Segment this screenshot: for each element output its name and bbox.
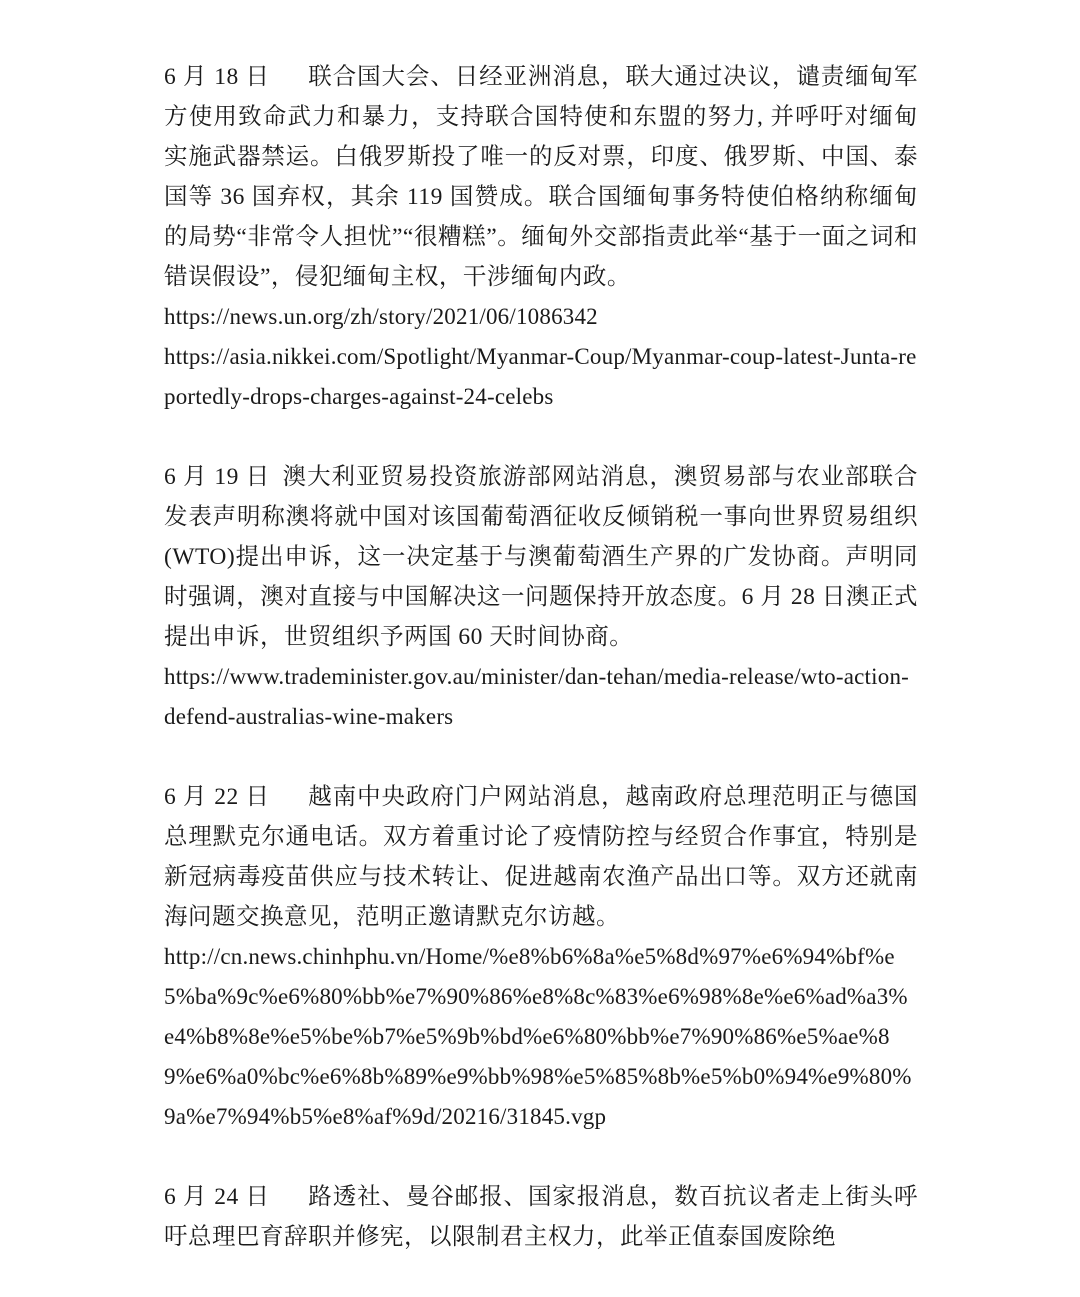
source-link[interactable]: https://www.trademinister.gov.au/minister/dan-tehan/media-release/wto-action-defend-australias-wine-makers: [164, 664, 909, 729]
news-entry-june-22: [164, 777, 918, 1137]
entry-date: 6 月 18 日: [164, 64, 270, 90]
entry-paragraph: [164, 57, 918, 297]
entry-text: 联合国大会、日经亚洲消息，联大通过决议，谴责缅甸军方使用致命武力和暴力，支持联合国特使和东盟的努力, 并呼吁对缅甸实施武器禁运。白俄罗斯投了唯一的反对票，印度、俄罗斯、中国、泰国等 36 国弃权，其余 119 国赞成。联合国缅甸事务特使伯格纳称缅甸的局势“非常令人担忧”“很糟糕”。缅甸外交部指责此举“基于一面之词和错误假设”，侵犯缅甸主权，干涉缅甸内政。: [164, 64, 919, 290]
source-link[interactable]: http://cn.news.chinhphu.vn/Home/%e8%b6%8a%e5%8d%97%e6%94%bf%e5%ba%9c%e6%80%bb%e7%90%86%e8%8c%83%e6%98%8e%e6%ad%a3%e4%b8%8e%e5%be%b7%e5%9b%bd%e6%80%bb%e7%90%86%e5%ae%89%e6%a0%bc%e6%8b%89%e9%bb%98%e5%85%8b%e5%b0%94%e9%80%9a%e7%94%b5%e8%af%9d/20216/31845.vgp: [164, 944, 912, 1129]
news-entry-june-19: [164, 457, 918, 737]
entry-date: 6 月 19 日: [164, 464, 271, 490]
entry-paragraph: [164, 457, 918, 657]
news-entry-june-18: [164, 57, 918, 417]
source-link[interactable]: https://asia.nikkei.com/Spotlight/Myanmar-Coup/Myanmar-coup-latest-Junta-reportedly-drops-charges-against-24-celebs: [164, 344, 917, 409]
entry-text: 澳大利亚贸易投资旅游部网站消息，澳贸易部与农业部联合发表声明称澳将就中国对该国葡萄酒征收反倾销税一事向世界贸易组织(WTO)提出申诉，这一决定基于与澳葡萄酒生产界的广发协商。声明同时强调，澳对直接与中国解决这一问题保持开放态度。6 月 28 日澳正式提出申诉，世贸组织予两国 60 天时间协商。: [164, 464, 919, 650]
entry-paragraph: [164, 1177, 918, 1257]
entry-text: 越南中央政府门户网站消息，越南政府总理范明正与德国总理默克尔通电话。双方着重讨论了疫情防控与经贸合作事宜，特别是新冠病毒疫苗供应与技术转让、促进越南农渔产品出口等。双方还就南海问题交换意见，范明正邀请默克尔访越。: [164, 784, 919, 930]
entry-text: 路透社、曼谷邮报、国家报消息，数百抗议者走上街头呼吁总理巴育辞职并修宪，以限制君主权力，此举正值泰国废除绝: [164, 1184, 919, 1250]
entry-date: 6 月 22 日: [164, 784, 270, 810]
entry-paragraph: [164, 777, 918, 937]
document-page: [164, 57, 918, 1297]
source-link[interactable]: https://news.un.org/zh/story/2021/06/1086342: [164, 304, 598, 329]
entry-date: 6 月 24 日: [164, 1184, 270, 1210]
news-entry-june-24: [164, 1177, 918, 1257]
